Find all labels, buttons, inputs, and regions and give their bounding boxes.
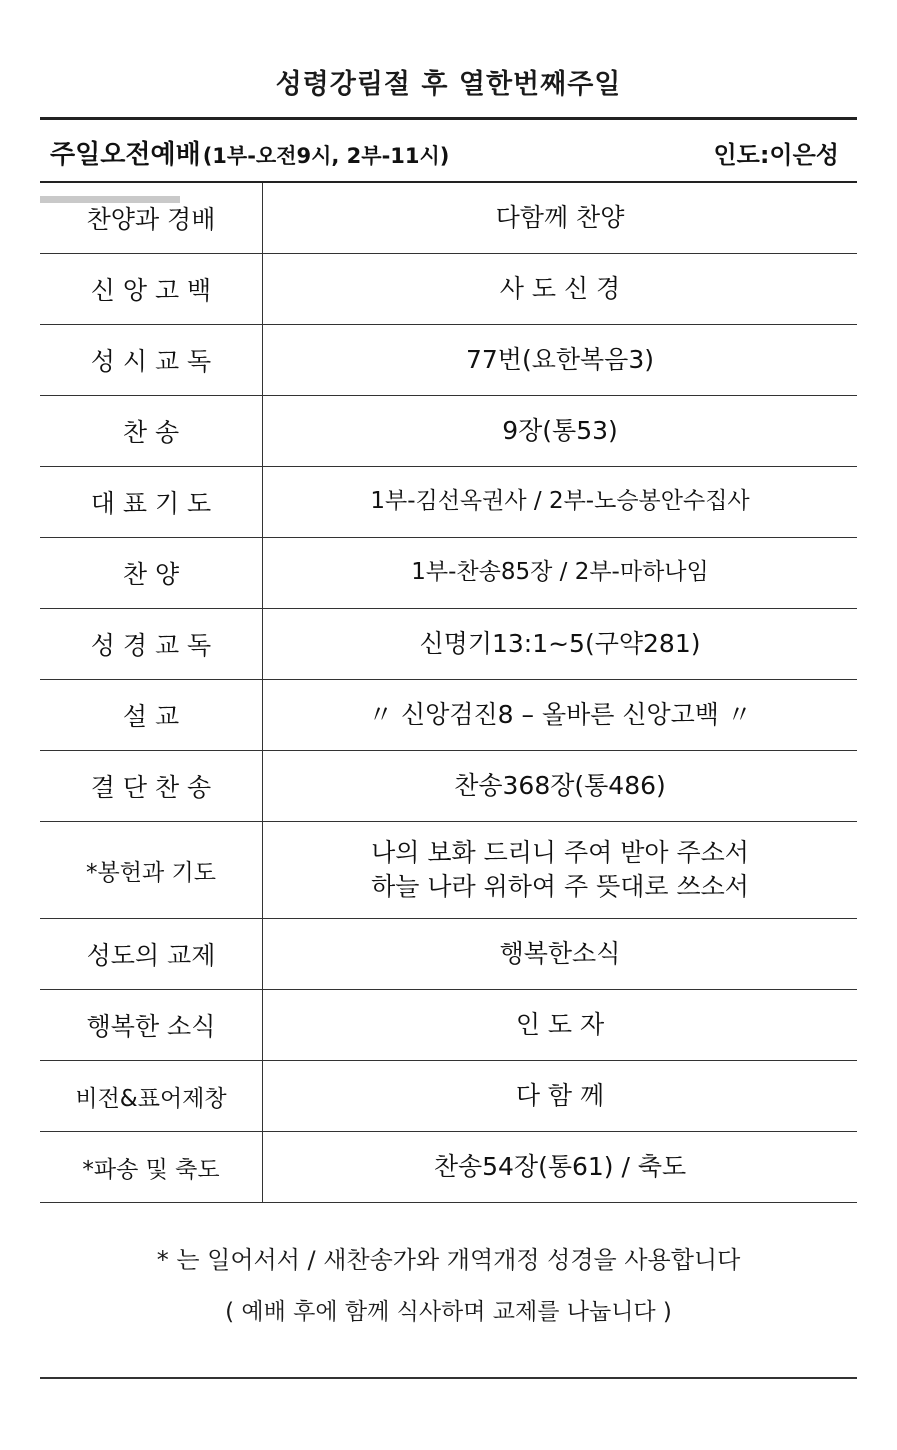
row-label: 성도의 교제 [40,919,263,990]
row-label: 신 앙 고 백 [40,254,263,325]
table-row [40,919,857,990]
table-row [40,325,857,396]
row-value: 1부-찬송85장 / 2부-마하나임 [411,559,709,586]
row-label: 행복한 소식 [40,990,263,1061]
row-label: 설 교 [40,680,263,751]
row-value: 찬송368장(통486) [454,771,666,801]
footnotes [40,1203,857,1335]
row-value: 9장(통53) [502,416,618,446]
row-value: 다함께 찬양 [495,203,625,233]
bottom-divider [40,1377,857,1379]
service-header [40,117,857,181]
row-label: 성 시 교 독 [40,325,263,396]
row-value: 행복한소식 [499,939,621,969]
footnote-standing: * 는 일어서서 / 새찬송가와 개역개정 성경을 사용합니다 [156,1246,741,1274]
table-row [40,1061,857,1132]
row-label: 찬 양 [40,538,263,609]
row-value: 다 함 께 [515,1081,605,1111]
row-label: *봉헌과 기도 [40,822,263,919]
service-name: 주일오전예배 [50,140,201,170]
row-value: 찬송54장(통61) / 축도 [433,1152,687,1182]
row-value: 1부-김선옥권사 / 2부-노승봉안수집사 [370,488,750,515]
row-value: 〃 신앙검진8 – 올바른 신앙고백 〃 [368,700,752,730]
table-row [40,990,857,1061]
row-value: 신명기13:1~5(구약281) [419,629,701,659]
table-row [40,609,857,680]
table-row [40,680,857,751]
row-label: 찬양과 경배 [40,182,263,254]
row-label: 결 단 찬 송 [40,751,263,822]
row-value: 사 도 신 경 [499,274,621,304]
row-value-line1: 나의 보화 드리니 주여 받아 주소서 [371,838,749,868]
header-underline-shade [40,196,180,203]
row-label: 대 표 기 도 [40,467,263,538]
row-value: 인 도 자 [515,1010,605,1040]
row-label: *파송 및 축도 [40,1132,263,1203]
row-value: 77번(요한복음3) [466,345,654,375]
row-value-line2: 하늘 나라 위하여 주 뜻대로 쓰소서 [371,872,749,901]
order-of-worship-table [40,181,857,1203]
order-table-body [40,182,857,1203]
service-header-left [50,134,449,171]
footnote-fellowship: ( 예배 후에 함께 식사하며 교제를 나눕니다 ) [225,1299,672,1325]
service-leader: 인도:이은성 [713,141,839,169]
table-row [40,182,857,254]
service-times: (1부-오전9시, 2부-11시) [202,144,450,168]
table-row [40,254,857,325]
row-label: 성 경 교 독 [40,609,263,680]
page-title: 성령강림절 후 열한번째주일 [275,69,622,100]
row-label: 비전&표어제창 [40,1061,263,1132]
table-row [40,538,857,609]
table-row [40,822,857,919]
row-label: 찬 송 [40,396,263,467]
table-row [40,751,857,822]
table-row [40,396,857,467]
table-row [40,1132,857,1203]
table-row [40,467,857,538]
row-value-multiline [263,822,858,919]
